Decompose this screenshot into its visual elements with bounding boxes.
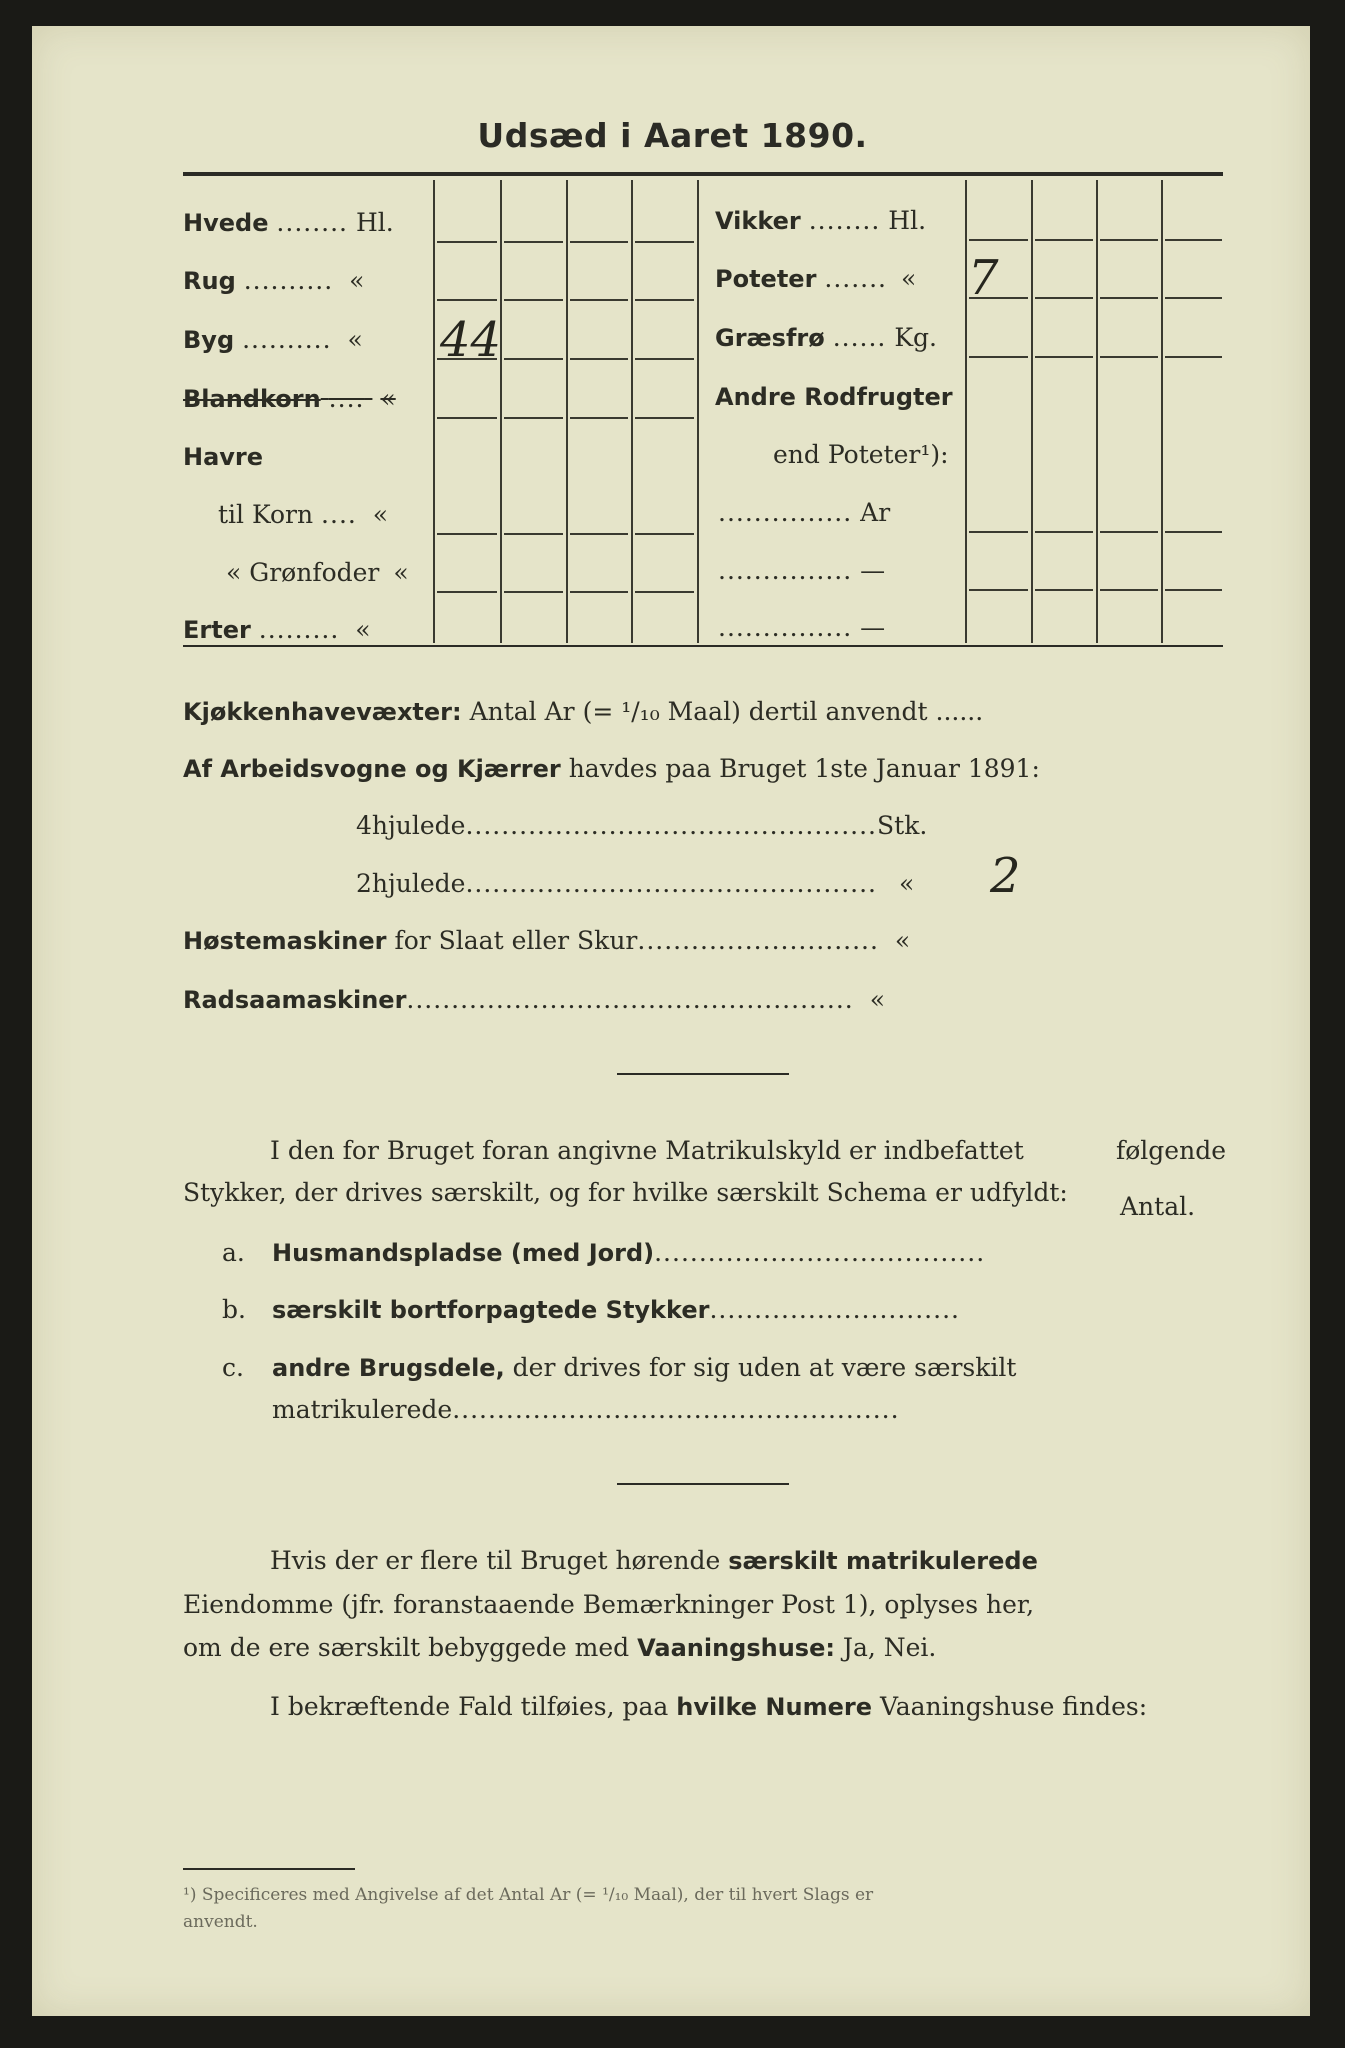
page-title: Udsæd i Aaret 1890. — [477, 116, 868, 155]
item-label: særskilt bortforpagtede Stykker — [272, 1296, 710, 1324]
left-col-line-3 — [566, 180, 568, 643]
row-unit: « — [372, 500, 389, 529]
arbeidsvogne-line — [183, 754, 1040, 783]
kjokken-label: Kjøkkenhavevæxter: — [183, 698, 462, 726]
footnote-rule — [183, 1868, 355, 1870]
left-row-gronfoder — [226, 558, 409, 587]
row-label: Byg — [183, 326, 235, 354]
item-letter: c. — [222, 1353, 244, 1382]
row-label: Havre — [183, 443, 264, 471]
hvis-line-3a: om de ere særskilt bebyggede med — [183, 1633, 630, 1662]
row-dots: .... — [321, 500, 357, 529]
row-label: Poteter — [715, 265, 817, 293]
row-dots: ...... — [832, 323, 887, 352]
item-c-cont-label: matrikulerede — [272, 1395, 453, 1424]
matrikul-intro-2: Stykker, der drives særskilt, og for hvilke særskilt Schema er udfyldt: — [183, 1178, 1068, 1207]
row-unit: « — [349, 266, 365, 295]
hvis-line-4 — [270, 1692, 1147, 1721]
matrikul-intro-1-text: I den for Bruget foran angivne Matrikulskyld er indbefattet — [270, 1136, 1024, 1165]
row-dots: ............... — [718, 556, 853, 585]
row-unit: Kg. — [894, 323, 937, 352]
item-dots: ..................................... — [654, 1238, 986, 1267]
row-dots: ............... — [718, 613, 853, 642]
kjokken-line — [183, 697, 983, 726]
row-dots: ......... — [258, 615, 340, 644]
hvis-line-1a: Hvis der er flere til Bruget hørende — [270, 1546, 721, 1575]
matrikul-item-b — [222, 1295, 960, 1324]
matrikul-intro-1b: følgende — [1116, 1136, 1226, 1165]
table-top-rule — [183, 172, 1223, 176]
row-label: Rug — [183, 267, 236, 295]
matrikul-item-c — [222, 1353, 1016, 1382]
row-label: end Poteter¹): — [773, 440, 949, 469]
row-unit: Ar — [860, 498, 891, 527]
right-row-blank-1 — [718, 556, 885, 585]
2hjulede-value: 2 — [990, 848, 1021, 904]
item-label: Husmandspladse (med Jord) — [272, 1239, 655, 1267]
row-unit: « — [380, 384, 396, 413]
left-col-line-4 — [631, 180, 633, 643]
radsaa-line — [183, 985, 885, 1014]
vogne-2hjulede — [356, 869, 914, 898]
kjokken-text: Antal Ar (= ¹/₁₀ Maal) dertil anvendt ...... — [469, 697, 984, 726]
row-unit: Hl. — [355, 208, 394, 237]
right-row-ar — [718, 498, 890, 527]
row-label: Andre Rodfrugter — [715, 383, 953, 411]
right-col-line-4 — [1161, 180, 1163, 643]
vogne-dots: .............................................. — [465, 811, 878, 840]
row-label: Blandkorn — [183, 385, 321, 413]
footnote-line-2: anvendt. — [183, 1912, 258, 1932]
vogne-dots: .............................................. — [465, 869, 878, 898]
left-row-blandkorn — [183, 384, 396, 413]
row-label: Hvede — [183, 209, 269, 237]
arbeidsvogne-text: havdes paa Bruget 1ste Januar 1891: — [568, 754, 1040, 783]
row-dots: ........ — [276, 208, 348, 237]
left-row-rug — [183, 266, 364, 295]
row-label: Vikker — [715, 207, 801, 235]
vogne-unit: « — [899, 869, 915, 898]
row-dots: .......... — [242, 325, 332, 354]
row-label: « Grønfoder — [226, 558, 380, 587]
table-bottom-rule — [183, 645, 1223, 647]
row-dots: .... — [328, 384, 365, 413]
radsaa-dots: .................................................. — [406, 985, 854, 1014]
row-unit: « — [900, 264, 917, 293]
left-row-byg — [183, 325, 363, 354]
item-label: andre Brugsdele, — [272, 1354, 505, 1382]
matrikul-intro-1 — [270, 1136, 1024, 1165]
hvis-line-1 — [270, 1546, 1038, 1575]
row-unit: — — [860, 556, 886, 585]
arbeidsvogne-label: Af Arbeidsvogne og Kjærrer — [183, 755, 561, 783]
hvis-line-3b: Vaaningshuse: — [637, 1634, 835, 1662]
hvis-line-4b: hvilke Numere — [676, 1693, 872, 1721]
row-label: til Korn — [218, 500, 314, 529]
hoste-unit: « — [894, 926, 911, 955]
footnote-line-1: ¹) Specificeres med Angivelse af det Antal Ar (= ¹/₁₀ Maal), der til hvert Slags er — [183, 1885, 874, 1905]
radsaa-label: Radsaamaskiner — [183, 986, 407, 1014]
vogne-4hjulede — [356, 811, 927, 840]
vogne-label: 2hjulede — [356, 869, 466, 898]
row-dots: ....... — [824, 264, 888, 293]
vogne-label: 4hjulede — [356, 811, 466, 840]
vogne-unit: Stk. — [877, 811, 928, 840]
hoste-label: Høstemaskiner — [183, 927, 387, 955]
item-letter: a. — [222, 1238, 245, 1267]
right-col-line-2 — [1031, 180, 1033, 643]
row-dots: ............... — [718, 498, 853, 527]
row-unit: « — [393, 558, 409, 587]
radsaa-unit: « — [869, 985, 885, 1014]
row-unit: « — [347, 325, 363, 354]
matrikul-item-c-cont — [272, 1395, 900, 1424]
left-col-line-2 — [500, 180, 502, 643]
right-row-vikker — [715, 206, 926, 235]
row-label: Græsfrø — [715, 324, 825, 352]
row-unit: « — [355, 615, 371, 644]
left-row-havre — [183, 442, 263, 471]
right-row-end-poteter — [773, 440, 949, 469]
right-row-poteter — [715, 264, 916, 293]
hvis-line-3c: Ja, Nei. — [842, 1633, 937, 1662]
poteter-value: 7 — [968, 250, 999, 306]
matrikul-item-a — [222, 1238, 985, 1267]
row-dots: ........ — [808, 206, 881, 235]
section-divider-2 — [617, 1483, 789, 1485]
right-col-line-1 — [965, 180, 967, 643]
hvis-line-1b: særskilt matrikulerede — [728, 1547, 1038, 1575]
hvis-line-2: Eiendomme (jfr. foranstaaende Bemærkninger Post 1), oplyses her, — [183, 1590, 1035, 1619]
center-divider — [697, 180, 699, 643]
byg-value: 44 — [440, 312, 502, 368]
hoste-text: for Slaat eller Skur — [394, 926, 638, 955]
item-letter: b. — [222, 1295, 246, 1324]
left-col-line-1 — [433, 180, 435, 643]
row-dots: .......... — [243, 266, 334, 295]
hvis-line-4c: Vaaningshuse findes: — [879, 1692, 1148, 1721]
left-row-erter — [183, 615, 371, 644]
left-row-til-korn — [218, 500, 388, 529]
right-row-blank-2 — [718, 613, 885, 642]
row-unit: Hl. — [888, 206, 927, 235]
hoste-line — [183, 926, 910, 955]
right-col-line-3 — [1096, 180, 1098, 643]
item-dots: ............................ — [709, 1295, 960, 1324]
antal-label: Antal. — [1120, 1192, 1196, 1221]
hvis-line-4a: I bekræftende Fald tilføies, paa — [270, 1692, 669, 1721]
hvis-line-3 — [183, 1633, 936, 1662]
row-unit: — — [860, 613, 886, 642]
item-c-dots: .................................................. — [452, 1395, 900, 1424]
left-row-hvede — [183, 208, 394, 237]
right-row-graesfro — [715, 323, 937, 352]
hoste-dots: ........................... — [637, 926, 879, 955]
section-divider-1 — [617, 1073, 789, 1075]
item-text: der drives for sig uden at være særskilt — [512, 1353, 1017, 1382]
row-label: Erter — [183, 616, 251, 644]
right-row-andre — [715, 382, 953, 411]
